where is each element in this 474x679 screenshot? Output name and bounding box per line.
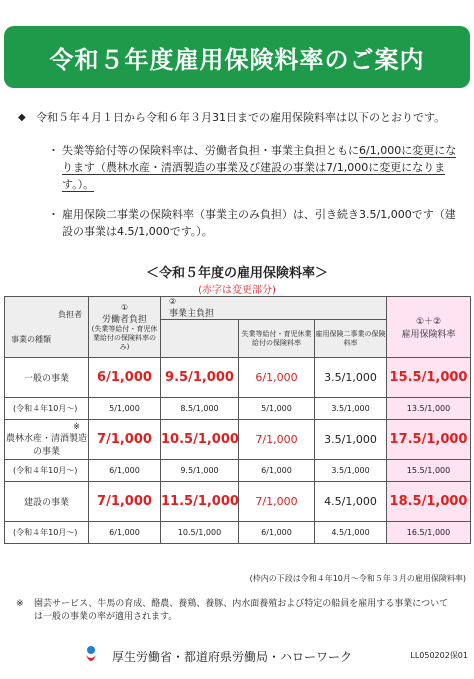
table-subtitle: (赤字は変更部分)	[198, 285, 276, 296]
table-row-previous	[5, 522, 471, 544]
bullet-unemployment-rate	[48, 142, 458, 193]
cell-employer-unemployment-rate: 6/1,000	[239, 358, 315, 398]
cell-employer-rate: 11.5/1,000	[161, 482, 239, 522]
header-col1-label: 労働者負担	[101, 314, 147, 325]
cell-prev-employer-rate: 8.5/1,000	[161, 398, 239, 420]
header-total-rate	[387, 297, 471, 358]
cell-employer-two-projects-rate: 3.5/1,000	[315, 420, 387, 460]
row-business-name: 建設の事業	[5, 482, 89, 522]
insurance-rate-table	[4, 296, 471, 544]
header-col2-label: 事業主負担	[169, 309, 215, 319]
bullet-two-projects-rate	[48, 206, 458, 240]
bullet1-text: 失業等給付等の保険料率は、労働者負担・事業主負担ともに	[62, 144, 359, 157]
table-header-row	[5, 297, 471, 320]
table-note: (枠内の下段は令和４年10月～令和５年３月の雇用保険料率)	[249, 574, 466, 583]
header-col1-number: ①	[120, 302, 129, 312]
table-row	[5, 482, 471, 522]
cell-worker-rate: 7/1,000	[89, 420, 161, 460]
table-row-previous	[5, 460, 471, 482]
cell-prev-employer-rate: 9.5/1,000	[161, 460, 239, 482]
header-col1-sub: (失業等給付・育児休業給付の保険料率のみ)	[91, 324, 158, 351]
cell-prev-employer-unemployment-rate: 6/1,000	[239, 460, 315, 482]
cell-prev-total-rate: 15.5/1,000	[387, 460, 471, 482]
bullet1-underlined-text: 6/1,000に変更になります（農林水産・清酒製造の事業及び建設の事業は7/1,000に変更になります。）。	[62, 144, 457, 191]
cell-prev-total-rate: 16.5/1,000	[387, 522, 471, 544]
footnote-mark: ※	[16, 599, 24, 609]
header-col2b-label: 雇用保険二事業の保険料率	[315, 329, 386, 347]
table-row-previous	[5, 398, 471, 420]
cell-employer-unemployment-rate: 7/1,000	[239, 482, 315, 522]
header-employer-blank	[161, 320, 239, 358]
cell-worker-rate: 7/1,000	[89, 482, 161, 522]
row-business-name-text: 農林水産・清酒製造の事業	[5, 434, 87, 457]
cell-prev-worker-rate: 5/1,000	[89, 398, 161, 420]
cell-total-rate: 18.5/1,000	[387, 482, 471, 522]
cell-employer-two-projects-rate: 3.5/1,000	[315, 358, 387, 398]
cell-prev-worker-rate: 6/1,000	[89, 460, 161, 482]
header-total-number: ①＋②	[415, 317, 442, 327]
cell-prev-employer-unemployment-rate: 5/1,000	[239, 398, 315, 420]
table-row	[5, 420, 471, 460]
footnote-text: 園芸サービス、牛馬の育成、酪農、養鶏、養豚、内水面養殖および特定の船員を雇用する事業については一般の事業の率が適用されます。	[34, 599, 449, 622]
cell-employer-unemployment-rate: 7/1,000	[239, 420, 315, 460]
cell-total-rate: 17.5/1,000	[387, 420, 471, 460]
footnote	[16, 598, 454, 624]
ministry-logo-icon	[84, 645, 98, 667]
intro-text: 令和５年４月１日から令和６年３月31日までの雇用保険料率は以下のとおりです。	[36, 111, 446, 124]
bullet2-text: 雇用保険二事業の保険料率（事業主のみ負担）は、引き続き3.5/1,000です（建設の事業は4.5/1,000です。）。	[62, 208, 456, 238]
cell-employer-rate: 10.5/1,000	[161, 420, 239, 460]
cell-employer-two-projects-rate: 4.5/1,000	[315, 482, 387, 522]
header-business-type-label: 事業の種類	[11, 335, 51, 344]
table-title: ＜令和５年度の雇用保険料率＞	[145, 266, 328, 281]
cell-worker-rate: 6/1,000	[89, 358, 161, 398]
cell-prev-worker-rate: 6/1,000	[89, 522, 161, 544]
cell-prev-employer-two-projects-rate: 3.5/1,000	[315, 460, 387, 482]
header-col2a-label: 失業等給付・育児休業給付の保険料率	[241, 329, 312, 347]
header-payer-label: 負担者	[58, 310, 82, 319]
bullet-dot: ・	[48, 208, 59, 221]
cell-prev-employer-unemployment-rate: 6/1,000	[239, 522, 315, 544]
cell-total-rate: 15.5/1,000	[387, 358, 471, 398]
cell-prev-total-rate: 13.5/1,000	[387, 398, 471, 420]
row-business-name	[5, 420, 89, 460]
row-previous-period-label: (令和４年10月～)	[5, 522, 89, 544]
header-employer-two-projects	[315, 320, 387, 358]
cell-employer-rate: 9.5/1,000	[161, 358, 239, 398]
header-total-label: 雇用保険料率	[401, 330, 456, 340]
table-row	[5, 358, 471, 398]
cell-prev-employer-two-projects-rate: 3.5/1,000	[315, 398, 387, 420]
row-business-name: 一般の事業	[5, 358, 89, 398]
footer	[84, 645, 352, 667]
header-employer-share	[161, 297, 387, 320]
header-employer-unemployment	[239, 320, 315, 358]
footer-organization-text: 厚生労働省・都道府県労働局・ハローワーク	[112, 649, 353, 664]
row-note-mark: ※	[73, 422, 80, 431]
bullet-dot: ・	[48, 144, 59, 157]
header-worker-share	[89, 297, 161, 358]
intro-paragraph	[18, 110, 456, 126]
header-col2-number: ②	[169, 297, 177, 306]
title-banner	[4, 26, 470, 88]
diamond-bullet: ◆	[18, 112, 26, 123]
row-previous-period-label: (令和４年10月～)	[5, 398, 89, 420]
cell-prev-employer-rate: 10.5/1,000	[161, 522, 239, 544]
cell-prev-employer-two-projects-rate: 4.5/1,000	[315, 522, 387, 544]
page-title: 令和５年度雇用保険料率のご案内	[49, 45, 425, 74]
document-code: LL050202保01	[410, 651, 468, 660]
row-previous-period-label: (令和４年10月～)	[5, 460, 89, 482]
header-corner-cell	[5, 297, 89, 358]
